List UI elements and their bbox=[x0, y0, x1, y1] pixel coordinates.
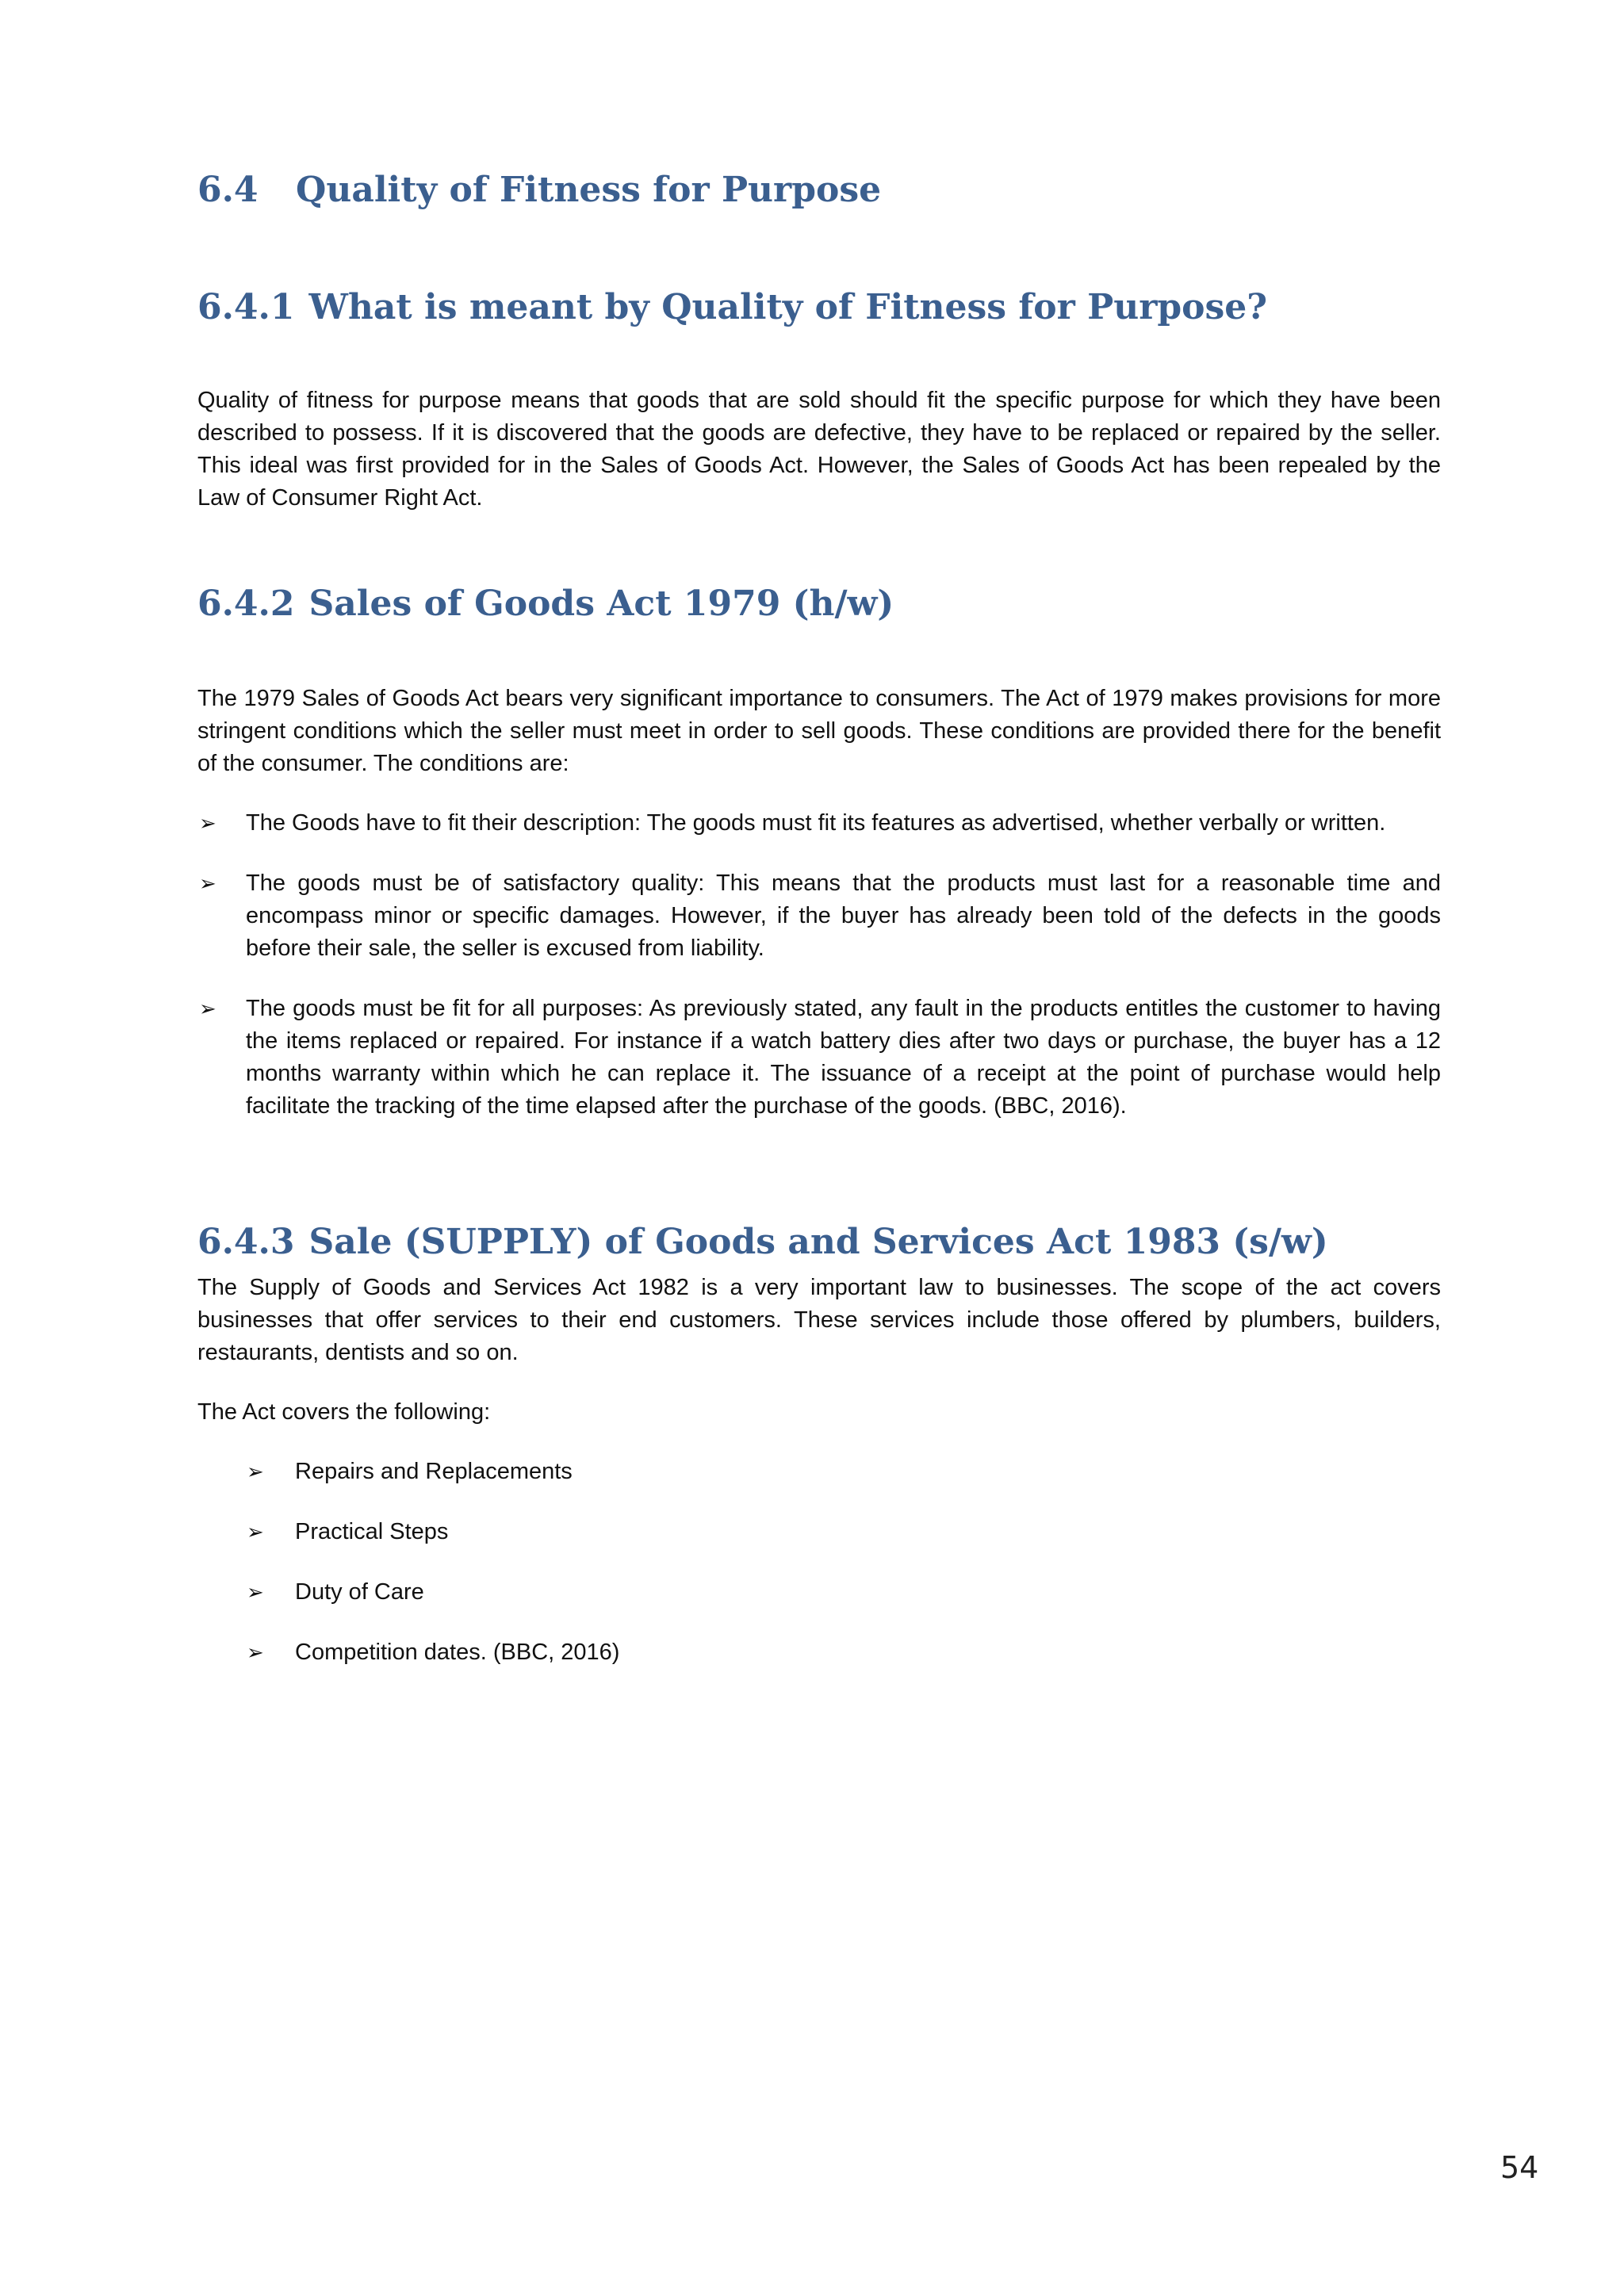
paragraph-6-4-1: Quality of fitness for purpose means that goods that are sold should fit the specific purpose for which they have been described to possess. If it is discovered that the goods are defective, they have to be replaced or repaired by the seller. This ideal was first provided for in the Sales of Goods Act. However, the Sales of Goods Act has been repealed by the Law of Consumer Right Act. bbox=[197, 388, 1441, 511]
list-item-text: Duty of Care bbox=[295, 1579, 424, 1605]
list-item-text: The goods must be of satisfactory quality: This means that the products must last for a reasonable time and encompass minor or specific damages. However, if the buyer has already been told of the defects in the goods before their sale, the seller is excused from liability. bbox=[246, 871, 1441, 961]
arrow-bullet-icon: ➢ bbox=[199, 997, 216, 1020]
section-number: 6.4 bbox=[197, 170, 259, 210]
list-item-text: Practical Steps bbox=[295, 1519, 449, 1544]
page-number: 54 bbox=[1500, 2150, 1539, 2185]
section-number: 6.4.2 bbox=[197, 584, 295, 624]
list-item bbox=[197, 807, 1441, 840]
paragraph-act-covers: The Act covers the following: bbox=[197, 1399, 491, 1425]
section-heading-6-4-1 bbox=[197, 287, 1268, 327]
list-item bbox=[247, 1456, 619, 1488]
arrow-bullet-icon: ➢ bbox=[199, 871, 216, 895]
arrow-bullet-icon: ➢ bbox=[247, 1640, 264, 1664]
section-title: Quality of Fitness for Purpose bbox=[296, 170, 882, 210]
list-item-text: Competition dates. (BBC, 2016) bbox=[295, 1640, 620, 1665]
list-item bbox=[197, 867, 1441, 965]
section-title: Sales of Goods Act 1979 (h/w) bbox=[308, 584, 894, 624]
arrow-bullet-icon: ➢ bbox=[199, 811, 216, 835]
section-heading-6-4 bbox=[197, 170, 882, 210]
arrow-bullet-icon: ➢ bbox=[247, 1460, 264, 1483]
section-title: Sale (SUPPLY) of Goods and Services Act 1983 (s/w) bbox=[308, 1222, 1328, 1262]
section-number: 6.4.3 bbox=[197, 1222, 295, 1262]
list-item-text: The Goods have to fit their description: The goods must fit its features as advertised, whether verbally or written. bbox=[246, 810, 1386, 836]
act-covers-list bbox=[247, 1456, 619, 1697]
conditions-list bbox=[197, 807, 1441, 1123]
section-heading-6-4-3 bbox=[197, 1222, 1328, 1262]
list-item bbox=[247, 1516, 619, 1548]
list-item bbox=[197, 993, 1441, 1123]
section-title: What is meant by Quality of Fitness for Purpose? bbox=[308, 287, 1268, 327]
paragraph-6-4-2: The 1979 Sales of Goods Act bears very significant importance to consumers. The Act of 1979 makes provisions for more stringent conditions which the seller must meet in order to sell goods. These conditions are provided there for the benefit of the consumer. The conditions are: bbox=[197, 686, 1441, 776]
arrow-bullet-icon: ➢ bbox=[247, 1520, 264, 1544]
list-item bbox=[247, 1576, 619, 1609]
list-item bbox=[247, 1636, 619, 1669]
section-number: 6.4.1 bbox=[197, 287, 295, 327]
paragraph-6-4-3: The Supply of Goods and Services Act 1982 is a very important law to businesses. The scope of the act covers businesses that offer services to their end customers. These services include those offered by plumbers, builders, restaurants, dentists and so on. bbox=[197, 1275, 1441, 1365]
list-item-text: Repairs and Replacements bbox=[295, 1459, 573, 1484]
section-heading-6-4-2 bbox=[197, 584, 894, 624]
arrow-bullet-icon: ➢ bbox=[247, 1580, 264, 1604]
list-item-text: The goods must be fit for all purposes: As previously stated, any fault in the products entitles the customer to having the items replaced or repaired. For instance if a watch battery dies after two days or purchase, the buyer has a 12 months warranty within which he can replace it. The issuance of a receipt at the point of purchase would help facilitate the tracking of the time elapsed after the purchase of the goods. (BBC, 2016). bbox=[246, 996, 1441, 1119]
